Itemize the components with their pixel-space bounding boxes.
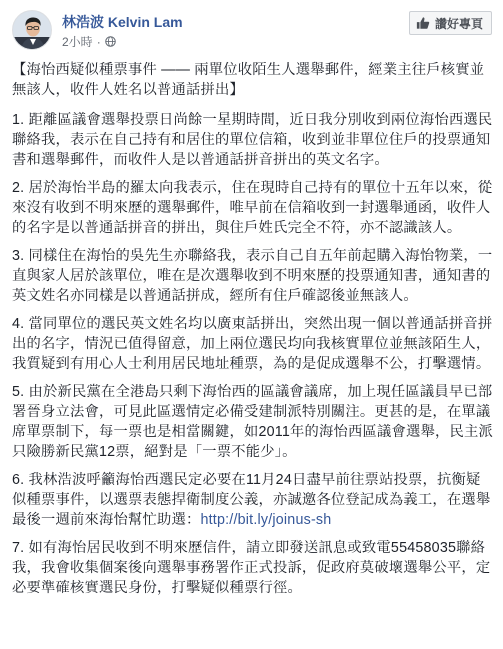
paragraph-6 (12, 470, 494, 530)
globe-icon (105, 36, 116, 47)
paragraph-1: 1. 距離區議會選舉投票日尚餘一星期時間，近日我分別收到兩位海怡西選民聯絡我，表示在自己持有和居住的單位信箱，收到並非單位住戶的投票通知書和選舉郵件，而收件人是以普通話拼音拼出的英文名字。 (12, 112, 493, 168)
post-time[interactable]: 2小時 (62, 35, 93, 49)
post-header (0, 0, 503, 56)
thumbs-up-icon (416, 16, 430, 30)
meta-separator: · (96, 34, 101, 49)
paragraph-3: 3. 同樣住在海怡的吳先生亦聯絡我，表示自己自五年前起購入海怡物業，一直與家人居於該單位，唯在是次選舉收到不明來歷的投票通知書，通知書的英文姓名亦同樣是以普通話拼成，經所有住戶確認後並無該人。 (12, 248, 493, 304)
like-page-button[interactable] (409, 11, 492, 35)
author-name[interactable]: 林浩波 Kelvin Lam (62, 14, 183, 30)
like-page-label: 讚好專頁 (434, 16, 483, 31)
paragraph-5: 5. 由於新民黨在全港島只剩下海怡西的區議會議席，加上現任區議員早已部署晉身立法會，可見此區選情定必備受建制派特別關注。更甚的是，在單議席單票制下，每一票也是相當關鍵，如2011年的海怡西區議會選舉，民主派只險勝新民黨12票，絕對是「一票不能少」。 (12, 384, 493, 460)
post-title: 【海怡西疑似種票事件 —— 兩單位收陌生人選舉郵件，經業主往戶核實並無該人，收件人姓名以普通話拼出】 (12, 62, 485, 98)
paragraph-2: 2. 居於海怡半島的羅太向我表示，住在現時自己持有的單位十五年以來，從來沒有收到不明來歷的選舉郵件，唯早前在信箱收到一封選舉通函，收件人的名字是以普通話拼音的拼出，與住戶姓氏完全不符，亦不認識該人。 (12, 180, 493, 236)
paragraph-7: 7. 如有海怡居民收到不明來歷信件，請立即發送訊息或致電55458035聯絡我，我會收集個案後向選舉事務署作正式投訴，促政府莫破壞選舉公平，定必要準確核實選民身份，打擊疑似種票行徑。 (12, 540, 491, 596)
paragraph-4: 4. 當同單位的選民英文姓名均以廣東話拼出，突然出現一個以普通話拼音拼出的名字，情況已值得留意，加上兩位選民均向我核實單位並無該陌生人，我質疑到有用心人士利用居民地址種票，為的是促成選舉不公，打擊選情。 (12, 316, 493, 372)
avatar-image (13, 11, 52, 50)
post-meta (62, 33, 116, 50)
volunteer-link[interactable]: http://bit.ly/joinus-sh (200, 512, 332, 528)
post-body (12, 60, 494, 606)
paragraph-6-text: 6. 我林浩波呼籲海怡西選民定必要在11月24日盡早前往票站投票，抗衡疑似種票事件，以選票表態捍衛制度公義，亦誠邀各位登記成為義工，在選舉最後一週前來海怡幫忙助選： (12, 472, 491, 528)
author-avatar[interactable] (12, 10, 52, 50)
